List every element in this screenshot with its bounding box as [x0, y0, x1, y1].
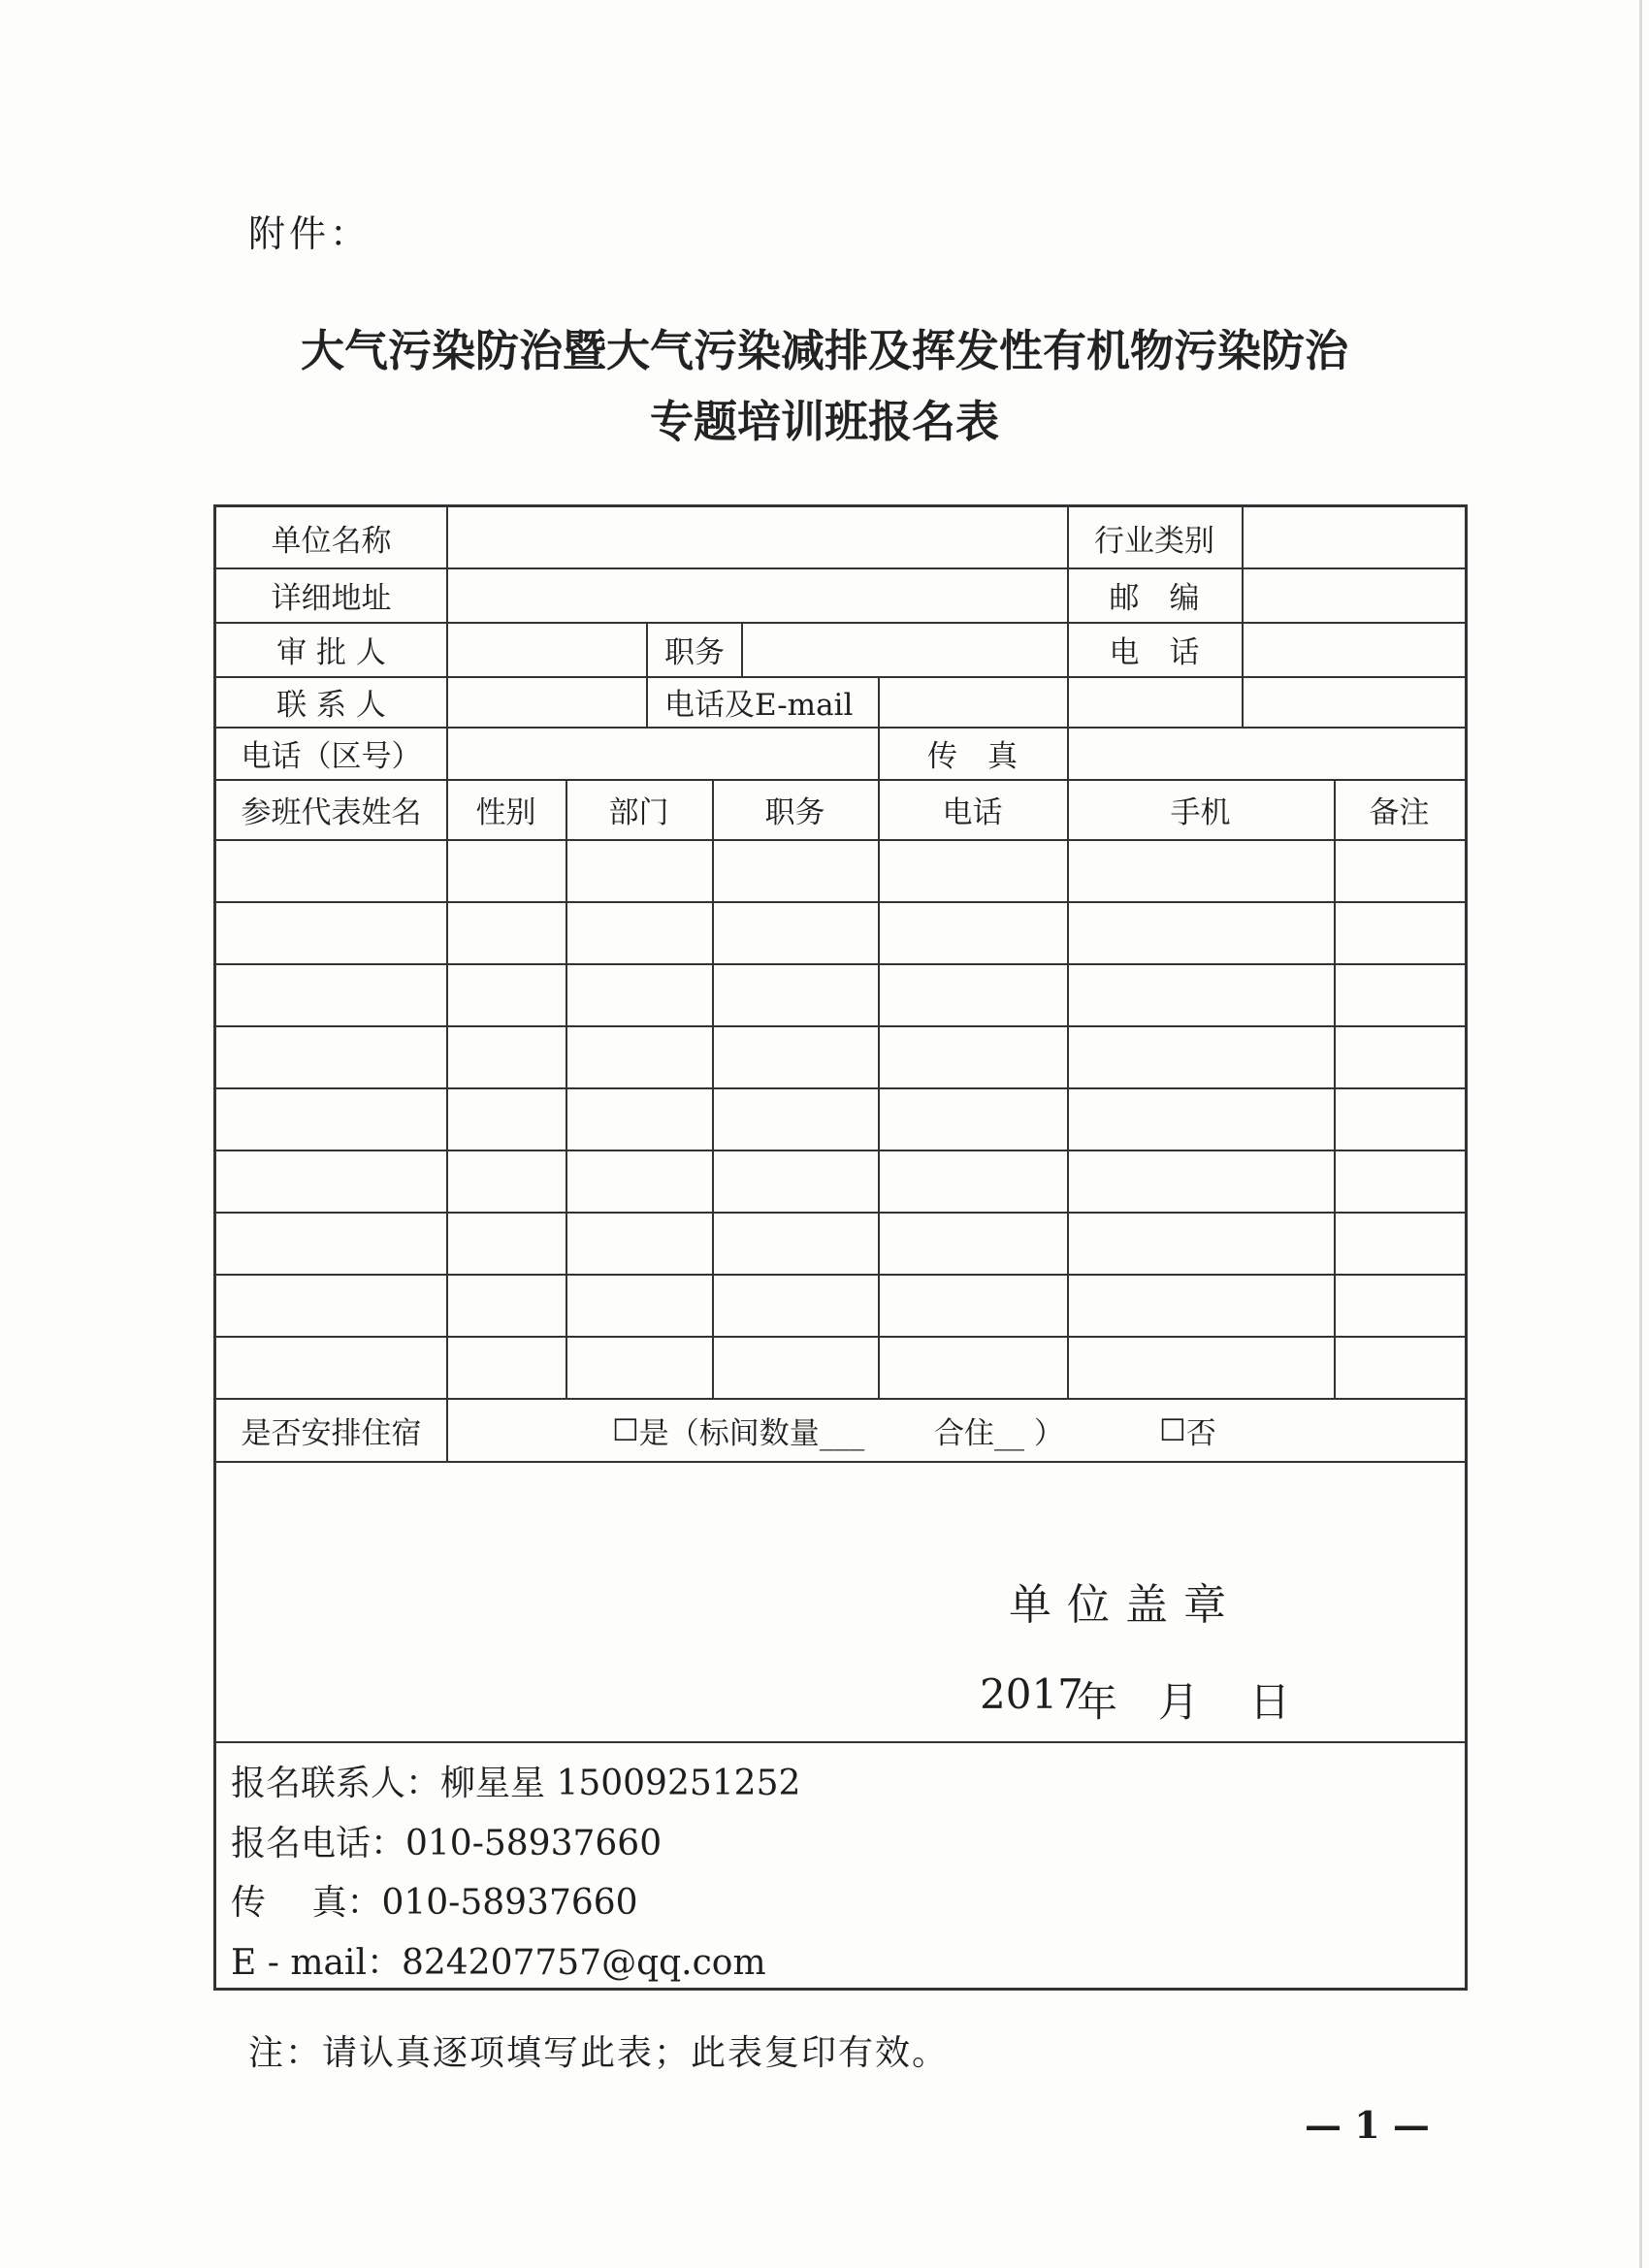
- label-lodging: 是否安排住宿: [241, 1416, 422, 1451]
- lodging-yes-option[interactable]: [612, 1400, 864, 1461]
- field-unit-name[interactable]: [448, 507, 1067, 567]
- field-position[interactable]: [743, 622, 1067, 676]
- label-address: 详细地址: [271, 580, 392, 616]
- col-header-remarks: 备注: [1369, 794, 1430, 830]
- label-unit-name: 单位名称: [271, 523, 392, 559]
- footnote: 注：请认真逐项填写此表；此表复印有效。: [248, 2033, 950, 2073]
- label-industry-type: 行业类别: [1094, 523, 1214, 559]
- form-title-line1: 大气污染防治暨大气污染减排及挥发性有机物污染防治: [300, 325, 1348, 376]
- label-area-phone: 电话（区号）: [241, 738, 422, 774]
- field-postal-code[interactable]: [1244, 567, 1465, 622]
- lodging-no-option[interactable]: [1159, 1400, 1216, 1461]
- col-divider: [646, 622, 648, 727]
- registration-fax: 传 真：010-58937660: [231, 1883, 638, 1923]
- label-contact-person: 联 系 人: [276, 687, 386, 723]
- col-header-phone: 电话: [942, 794, 1003, 830]
- participant-row[interactable]: [216, 1214, 1465, 1274]
- col-header-mobile: 手机: [1170, 794, 1231, 830]
- col-header-gender: 性别: [475, 794, 536, 830]
- label-approver: 审 批 人: [276, 634, 386, 670]
- participant-row[interactable]: [216, 1276, 1465, 1336]
- field-area-phone[interactable]: [448, 727, 878, 779]
- participant-row[interactable]: [216, 1027, 1465, 1087]
- checkbox-yes[interactable]: ☐: [612, 1412, 639, 1448]
- date-year: 2017: [980, 1670, 1083, 1718]
- participant-row[interactable]: [216, 1089, 1465, 1150]
- participant-row[interactable]: [216, 1151, 1465, 1212]
- field-industry-type[interactable]: [1244, 507, 1465, 567]
- field-contact-person[interactable]: [448, 676, 646, 727]
- label-position: 职务: [664, 634, 725, 670]
- unit-stamp-label: 单位盖章: [1009, 1580, 1242, 1630]
- lodging-no-text: 否: [1185, 1416, 1216, 1451]
- checkbox-no[interactable]: ☐: [1159, 1412, 1186, 1448]
- field-address[interactable]: [448, 567, 1067, 622]
- label-postal-code: 邮 编: [1109, 580, 1200, 616]
- registration-email: E - mail：824207757@qq.com: [231, 1943, 766, 1983]
- label-phone-email: 电话及E-mail: [664, 687, 854, 723]
- field-approver[interactable]: [448, 622, 646, 676]
- page-number: — 1 —: [1305, 2103, 1430, 2147]
- participant-row[interactable]: [216, 1338, 1465, 1398]
- lodging-shared-text: 合住__ ）: [934, 1416, 1064, 1451]
- row-divider: [216, 1741, 1465, 1743]
- date-day-unit: 日: [1249, 1678, 1291, 1726]
- col-header-position: 职务: [764, 794, 825, 830]
- field-fax[interactable]: [1069, 727, 1465, 779]
- form-title-line2: 专题培训班报名表: [649, 396, 999, 447]
- col-header-participant-name: 参班代表姓名: [241, 794, 422, 830]
- label-fax: 传 真: [927, 738, 1018, 774]
- participant-row[interactable]: [216, 841, 1465, 901]
- row-divider: [216, 1461, 1465, 1463]
- lodging-yes-text: 是（标间数量___: [638, 1416, 865, 1451]
- registration-phone: 报名电话：010-58937660: [231, 1824, 663, 1863]
- participant-row[interactable]: [216, 903, 1465, 963]
- field-phone-email[interactable]: [880, 676, 1465, 727]
- participant-row[interactable]: [216, 965, 1465, 1025]
- col-header-department: 部门: [608, 794, 669, 830]
- date-month-unit: 月: [1158, 1678, 1200, 1726]
- registration-contact: 报名联系人：柳星星 15009251252: [231, 1764, 801, 1803]
- field-phone[interactable]: [1244, 622, 1465, 676]
- date-year-unit: 年: [1077, 1678, 1118, 1726]
- attachment-label: 附件：: [248, 212, 372, 255]
- label-phone: 电 话: [1109, 634, 1200, 670]
